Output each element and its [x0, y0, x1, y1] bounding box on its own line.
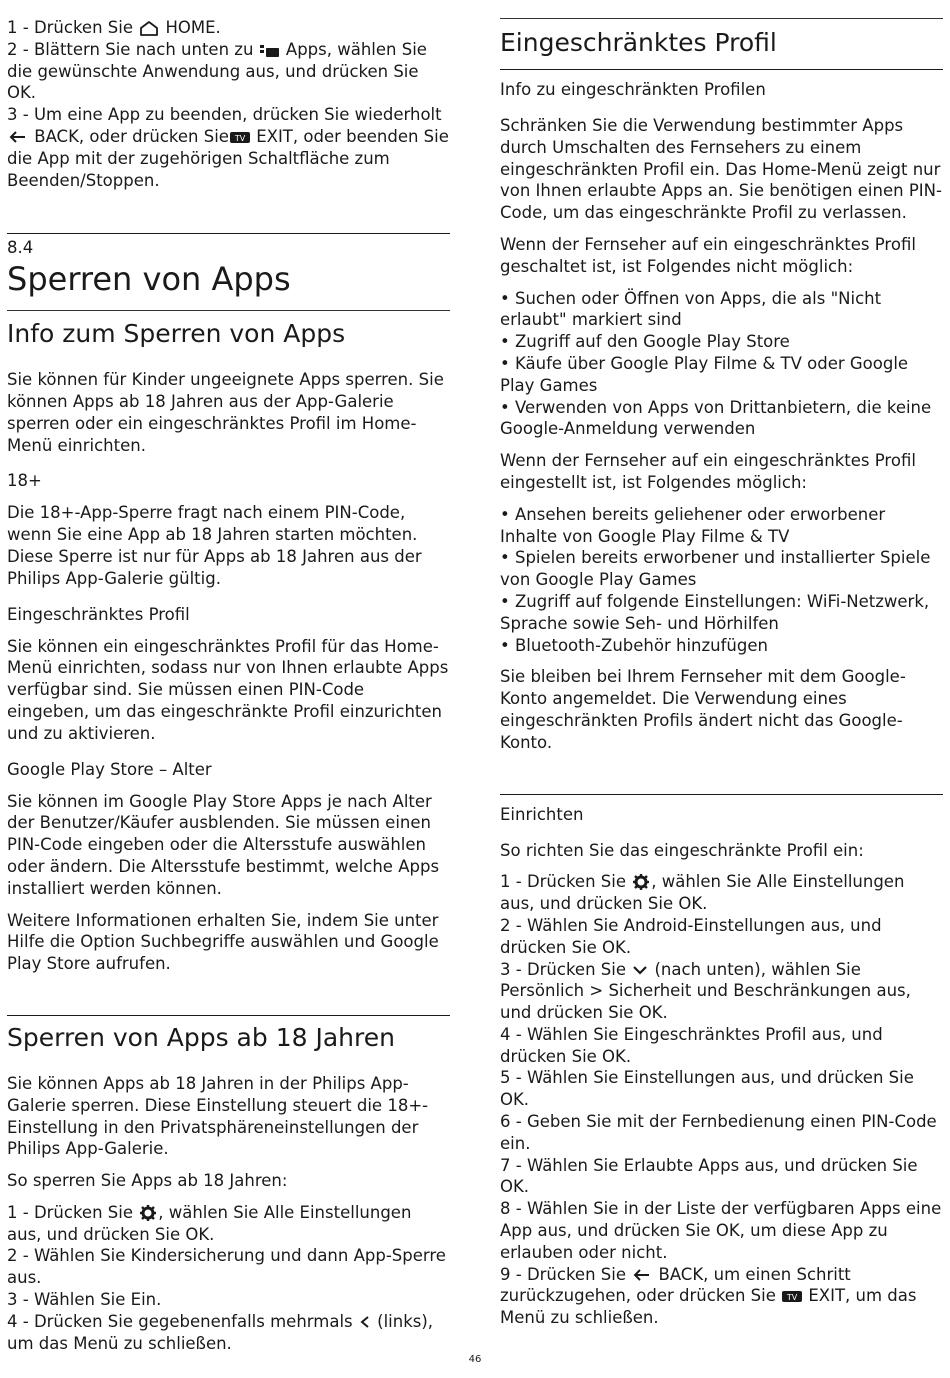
setup-step-8: 8 - Wählen Sie in der Liste der verfügbaren Apps eine App aus, und drücken Sie OK, um diese App zu erlauben oder nicht.	[500, 1199, 942, 1262]
restricted-p3: Wenn der Fernseher auf ein eingeschränktes Profil eingestellt ist, ist Folgendes möglich:	[500, 451, 916, 492]
list-item: • Ansehen bereits geliehener oder erworbener Inhalte von Google Play Filme & TV	[500, 504, 886, 546]
back-arrow-icon	[631, 1267, 653, 1283]
right-column	[500, 0, 943, 1329]
list-item: • Zugriff auf den Google Play Store	[500, 332, 790, 352]
restricted-profile-title: Eingeschränktes Profil	[500, 28, 777, 57]
gear-icon	[138, 1203, 158, 1221]
text-restricted-profile: Sie können ein eingeschränktes Profil für das Home-Menü einrichten, sodass nur von Ihnen erlaubte Apps verfügbar sind. Sie müssen einen PIN-Code eingeben, um das eingeschränkte Profil einzurichten und zu aktivieren.	[7, 636, 449, 743]
lock18-heading: Sperren von Apps ab 18 Jahren	[7, 1022, 395, 1052]
text-18plus: Die 18+-App-Sperre fragt nach einem PIN-Code, wenn Sie eine App ab 18 Jahren starten möchten. Diese Sperre ist nur für Apps ab 18 Jahren aus der Philips App-Galerie gültig.	[7, 503, 422, 588]
setup-intro: So richten Sie das eingeschränkte Profil ein:	[500, 840, 864, 860]
setup-rule	[500, 794, 943, 795]
page-number: 46	[468, 1354, 482, 1365]
step-close-app: 3 - Um eine App zu beenden, drücken Sie wiederholt BACK, oder drücken Sie TV EXIT, oder beenden Sie die App mit der zugehörigen Schaltfläche zum Beenden/Stoppen.	[7, 105, 449, 190]
setup-step-9: 9 - Drücken Sie BACK, um einen Schritt zurückzugehen, oder drücken Sie TV EXIT, um das Menü zu schließen.	[500, 1264, 917, 1328]
heading-rule	[7, 310, 450, 311]
chevron-down-icon	[631, 962, 649, 978]
lock18-step-2: 2 - Wählen Sie Kindersicherung und dann App-Sperre aus.	[7, 1246, 446, 1288]
heading-restricted-profile: Eingeschränktes Profil	[7, 604, 190, 624]
setup-step-1: 1 - Drücken Sie , wählen Sie Alle Einstellungen aus, und drücken Sie OK.	[500, 872, 905, 914]
svg-text:TV: TV	[786, 1293, 798, 1303]
list-item: • Spielen bereits erworbener und installierter Spiele von Google Play Games	[500, 548, 931, 590]
setup-step-5: 5 - Wählen Sie Einstellungen aus, und drücken Sie OK.	[500, 1068, 914, 1110]
restricted-p2: Wenn der Fernseher auf ein eingeschränktes Profil geschaltet ist, ist Folgendes nicht möglich:	[500, 234, 916, 276]
setup-heading: Einrichten	[500, 804, 584, 824]
step-home: 1 - Drücken Sie HOME.	[7, 18, 221, 37]
lock18-step-3: 3 - Wählen Sie Ein.	[7, 1290, 162, 1310]
lock18-step-4: 4 - Drücken Sie gegebenenfalls mehrmals (links), um das Menü zu schließen.	[7, 1311, 434, 1353]
text-google-play-age: Sie können im Google Play Store Apps je nach Alter der Benutzer/Käufer ausblenden. Sie müssen einen PIN-Code eingeben oder die Altersstufe auswählen oder ändern. Die Altersstufe bestimmt, welche Apps installiert werden können.	[7, 791, 440, 898]
section-rule	[7, 233, 450, 234]
list-item: • Zugriff auf folgende Einstellungen: WiFi-Netzwerk, Sprache sowie Seh- und Hörhilfen	[500, 591, 930, 633]
list-item: • Bluetooth-Zubehör hinzufügen	[500, 635, 768, 655]
info-heading: Info zum Sperren von Apps	[7, 319, 346, 349]
setup-step-6: 6 - Geben Sie mit der Fernbedienung einen PIN-Code ein.	[500, 1112, 937, 1153]
info-text: Sie können für Kinder ungeeignete Apps sperren. Sie können Apps ab 18 Jahren aus der App-Galerie sperren oder ein eingeschränktes Profil im Home-Menü einrichten.	[7, 370, 444, 455]
section-rule-2	[7, 1015, 450, 1016]
right-top-rule	[500, 18, 943, 19]
restricted-p4: Sie bleiben bei Ihrem Fernseher mit dem Google-Konto angemeldet. Die Verwendung eines eingeschränkten Profils ändert nicht das Google-Konto.	[500, 667, 906, 752]
text-more-info: Weitere Informationen erhalten Sie, indem Sie unter Hilfe die Option Suchbegriffe auswählen und Google Play Store aufrufen.	[7, 910, 439, 974]
step-apps: 2 - Blättern Sie nach unten zu Apps, wählen Sie die gewünschte Anwendung aus, und drücken Sie OK.	[7, 39, 427, 103]
setup-step-2: 2 - Wählen Sie Android-Einstellungen aus, und drücken Sie OK.	[500, 915, 882, 957]
restricted-p1: Schränken Sie die Verwendung bestimmter Apps durch Umschalten des Fernsehers zu einem eingeschränkten Profil ein. Das Home-Menü zeigt nur von Ihnen erlaubte Apps an. Sie benötigen einen PIN-Code, um das eingeschränkte Profil zu verlassen.	[500, 116, 942, 223]
lock18-text: Sie können Apps ab 18 Jahren in der Philips App-Galerie sperren. Diese Einstellung steuert die 18+-Einstellung in den Privatsphäreneinstellungen der Philips App-Galerie.	[7, 1073, 429, 1159]
right-title-rule	[500, 69, 943, 70]
back-arrow-icon	[7, 129, 29, 145]
list-item: • Verwenden von Apps von Drittanbietern, die keine Google-Anmeldung verwenden	[500, 397, 932, 439]
chevron-left-icon	[358, 1314, 372, 1330]
section-title: Sperren von Apps	[7, 260, 291, 299]
home-icon	[138, 20, 160, 36]
tv-icon	[781, 1288, 803, 1304]
svg-text:TV: TV	[234, 133, 246, 143]
lock18-step-1: 1 - Drücken Sie , wählen Sie Alle Einstellungen aus, und drücken Sie OK.	[7, 1202, 412, 1244]
not-possible-list	[500, 288, 943, 441]
tv-icon	[229, 129, 251, 145]
info-restricted-heading: Info zu eingeschränkten Profilen	[500, 80, 766, 99]
heading-18plus: 18+	[7, 471, 42, 491]
list-item: • Käufe über Google Play Filme & TV oder Google Play Games	[500, 353, 909, 395]
gear-icon	[631, 872, 651, 890]
lock18-intro: So sperren Sie Apps ab 18 Jahren:	[7, 1171, 288, 1191]
left-column	[7, 0, 450, 1354]
section-number: 8.4	[7, 238, 34, 258]
apps-icon	[259, 42, 281, 58]
heading-google-play-age: Google Play Store – Alter	[7, 759, 212, 779]
possible-list	[500, 504, 943, 657]
setup-step-3: 3 - Drücken Sie (nach unten), wählen Sie Persönlich > Sicherheit und Beschränkungen aus, und drücken Sie OK.	[500, 959, 911, 1023]
setup-step-7: 7 - Wählen Sie Erlaubte Apps aus, und drücken Sie OK.	[500, 1155, 918, 1197]
list-item: • Suchen oder Öffnen von Apps, die als "Nicht erlaubt" markiert sind	[500, 288, 882, 330]
setup-step-4: 4 - Wählen Sie Eingeschränktes Profil aus, und drücken Sie OK.	[500, 1024, 883, 1066]
